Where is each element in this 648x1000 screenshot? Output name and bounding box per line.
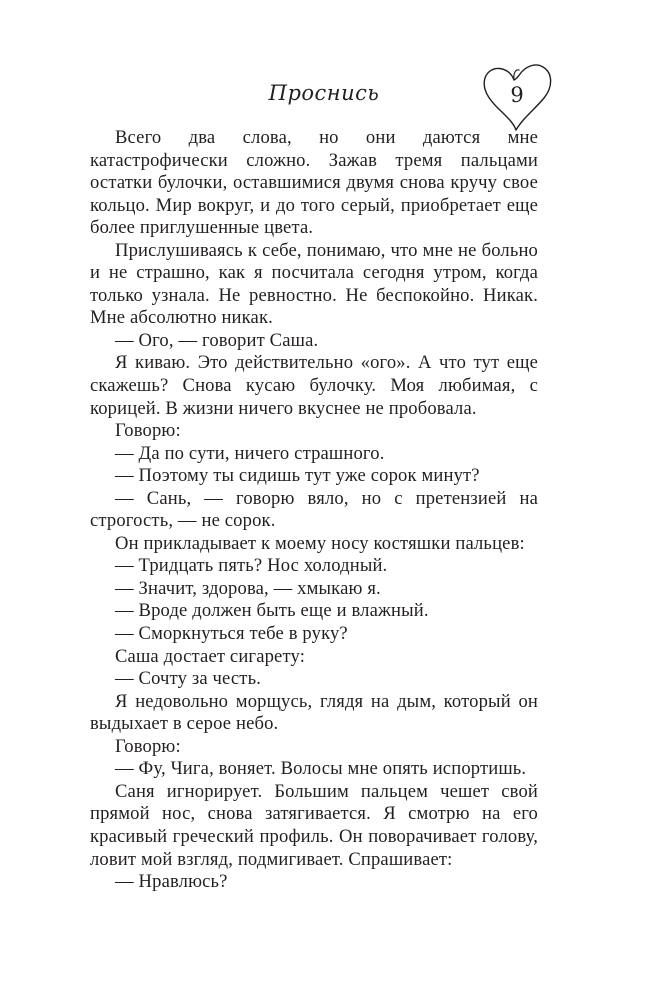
paragraph: Саня игнорирует. Большим пальцем чешет свой прямой нос, снова затягивается. Я смотрю на его красивый греческий профиль. Он поворачивает голову, ловит мой взгляд, подмигивает. Спрашивает: [90,780,538,870]
paragraph: Он прикладывает к моему носу костяшки пальцев: [115,532,525,554]
paragraph: Я недовольно морщусь, глядя на дым, который он выдыхает в серое небо. [90,690,538,735]
paragraph: Всего два слова, но они даются мне катастрофически сложно. Зажав тремя пальцами остатки булочки, оставшимися двумя снова кручу свое кольцо. Мир вокруг, и до того серый, приобретает еще более приглушенные цвета. [90,127,538,239]
paragraph: — Поэтому ты сидишь тут уже сорок минут? [115,465,480,487]
paragraph: — Сочту за честь. [115,668,262,690]
paragraph: Прислушиваясь к себе, понимаю, что мне не больно и не страшно, как я посчитала сегодня утром, когда только узнала. Не ревностно. Не беспокойно. Никак. Мне абсолютно никак. [90,239,538,329]
paragraph: Говорю: [115,735,181,757]
paragraph: — Тридцать пять? Нос холодный. [115,555,388,577]
paragraph: — Да по сути, ничего страшного. [115,442,385,464]
page-number-ornament [478,58,558,132]
body-text [90,127,538,894]
paragraph: Я киваю. Это действительно «ого». А что тут еще скажешь? Снова кусаю булочку. Моя любимая, с корицей. В жизни ничего вкуснее не пробовала. [90,352,538,419]
paragraph: — Фу, Чига, воняет. Волосы мне опять испортишь. [115,758,527,780]
paragraph: — Нравлюсь? [115,871,228,893]
paragraph: — Сморкнуться тебе в руку? [115,623,348,645]
page-number: 9 [510,83,524,107]
paragraph: — Сань, — говорю вяло, но с претензией на строгость, — не сорок. [90,487,538,532]
paragraph: — Значит, здорова, — хмыкаю я. [115,577,381,599]
paragraph: — Ого, — говорит Саша. [115,329,319,351]
paragraph: Саша достает сигарету: [115,645,306,667]
paragraph: Говорю: [115,420,181,442]
paragraph: — Вроде должен быть еще и влажный. [115,600,429,622]
running-title: Проснись [268,81,380,105]
